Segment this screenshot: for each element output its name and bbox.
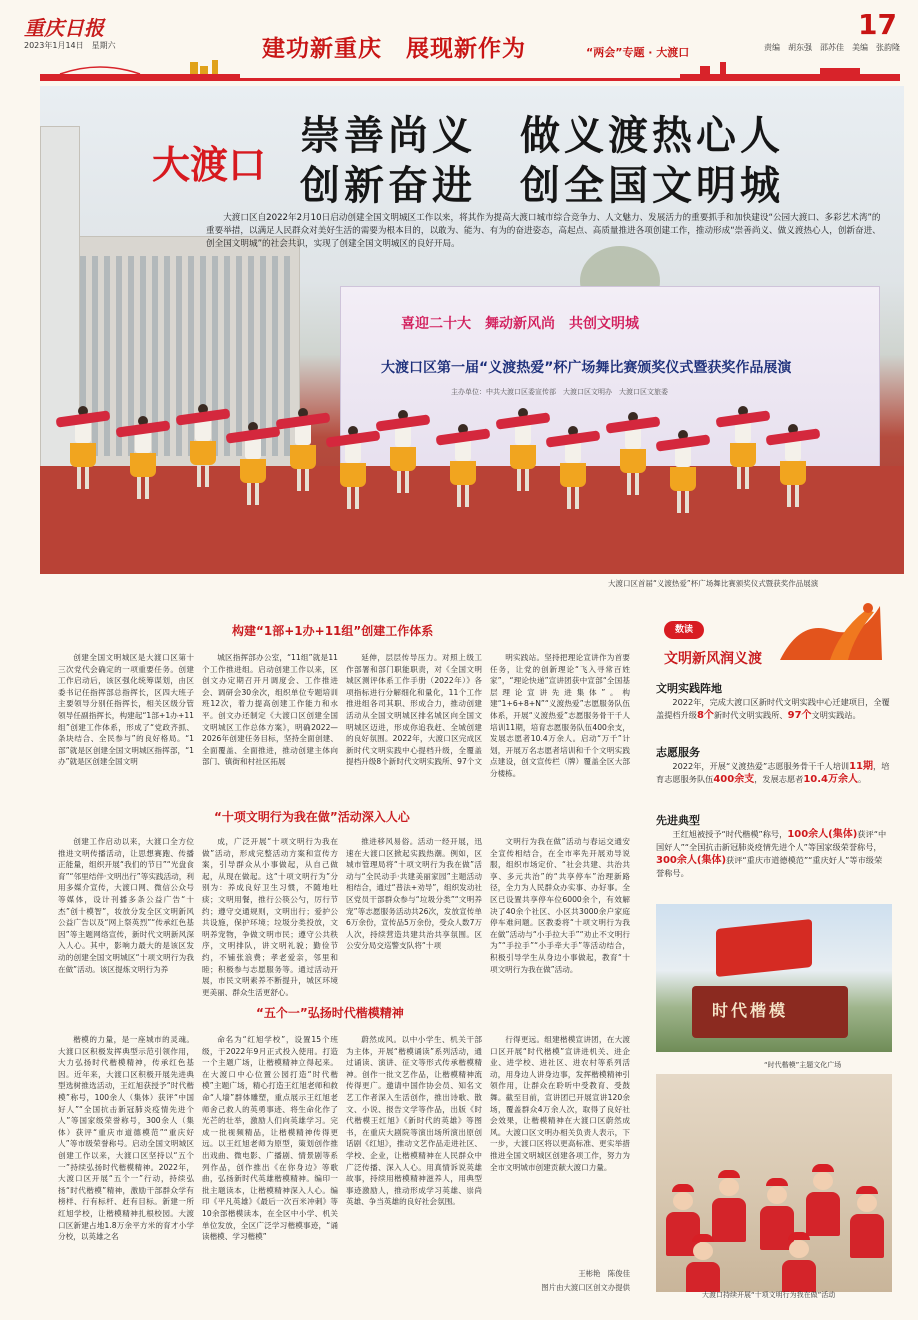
stat-models-text	[656, 828, 890, 880]
students-caption: 大渡口持续开展“十项文明行为我在做”活动	[702, 1291, 836, 1299]
stat-number: 97个	[787, 710, 812, 721]
dancer	[130, 416, 156, 499]
stat-heading-practice: 文明实践阵地	[656, 682, 722, 695]
stat-number: 11期	[849, 761, 874, 772]
section3-col2	[202, 1034, 338, 1243]
editor-credits: 责编 胡东强 邵苏佳 美编 张韵隆	[764, 43, 900, 52]
section3-title: “五个一”弘扬时代楷模精神	[256, 1006, 404, 1020]
section2-col1	[58, 836, 194, 975]
author-credit: 王彬艳 陈俊佳	[578, 1269, 630, 1278]
dancer	[340, 426, 366, 509]
monument-caption: “时代楷模”主题文化广场	[764, 1061, 842, 1069]
sidebar-badge: 数读	[664, 621, 704, 639]
hero-photo-caption: 大渡口区首届“义渡热爱”杯广场舞比赛颁奖仪式暨获奖作品展演	[608, 579, 819, 588]
paragraph: 楷模的力量，是一座城市的灵魂。大渡口区积极发挥典型示范引领作用，大力弘扬时代楷模精神，传承红色基因。近年来，大渡口区积极开展先进典型选树推选活动，王红旭获授予“时代楷模”称号，100余人（集体）获评“中国好人”“全国抗击新冠肺炎疫情先进个人”等国家级荣誉称号，300余人（集体）获评“重庆市道德模范”“重庆好人”等市级荣誉称号。启动全国文明城区创建工作以来，大渡口区坚持以“五个一”持续弘扬时代楷模精神。2022年，大渡口区开展“五个一”行动，持续弘扬“时代楷模”精神，激励干部群众学有榜样、行有标杆、赶有目标。新建一所红旭学校，让楷模精神扎根校园。大渡口区新建占地1.8万余平方米的育才小学分校，以英雄之名	[58, 1035, 194, 1242]
paragraph: 城区指挥部办公室，“11组”就是11个工作推进组。启动创建工作以来，区创文办定期召开月调度会、工作推进会、调研会30余次，组织单位专题培训班12次，着力提高创建工作能力和水平。创文办还制定《大渡口区创建全国文明城区工作总体方案》，明确2022—2026年创建任务目标，坚持全面创建、全面覆盖、全面推进，推动创建主体向部门、镇街和村社区拓展	[202, 653, 338, 767]
stat-number: 100余人(集体)	[787, 829, 858, 840]
text: 。	[858, 774, 867, 784]
student-figure	[712, 1170, 746, 1242]
dancer	[780, 424, 806, 507]
section3-col4	[490, 1034, 630, 1173]
paragraph: 文明行为我在做”活动与春运交通安全宣传相结合，在全市率先开展劝导说服，组织市场定价、“社会共建、共治共享、多元共治”的“共享停车”治理新路径，全力为人民群众办实事、办好事。全区已设置共享停车位6000余个，有效解决了40余个社区、小区共3000余户家庭停车难问题。区教委将“十项文明行为我在做”活动与“小手拉大手”“劝止不文明行为”“手拉手”“小手牵大手”等活动结合，积极引导学生从身边小事做起，教育“十项文明行为我在做”活动。	[490, 837, 630, 974]
paragraph: 行得更远。组建楷模宣讲团，在大渡口区开展“时代楷模”宣讲进机关、进企业、进学校、进社区、进农村等系列活动，用身边人讲身边事，发挥楷模精神引领作用，让群众在聆听中受教育、受鼓舞。截至目前，宣讲团已开展宣讲120余场，覆盖群众4万余人次，取得了良好社会效果，让楷模精神在大渡口区蔚然成风。大渡口区文明办相关负责人表示，下一步，大渡口区将以更高标准、更实举措推进全国文明城区创建各项工作，努力为全市文明城市创建贡献大渡口力量。	[490, 1035, 630, 1172]
student-figure	[850, 1186, 884, 1258]
dancer	[240, 422, 266, 505]
text: 新时代文明实践所、	[713, 710, 788, 720]
section2-col4	[490, 836, 630, 975]
dancer	[670, 430, 696, 513]
dancer	[560, 426, 586, 509]
paragraph: 命名为“红旭学校”，设置15个班级，于2022年9月正式投入使用。打造一个主题广场，让楷模精神立得起来。在大渡口中心位置公园打造“时代楷模”主题广场，精心打造王红旭老师和救命“人墙”群体雕塑，重点展示王红旭老师舍己救人的英勇事迹、将生命化作了光芒的壮举，激励人们向英雄学习。完成一批视频精品，让楷模精神传得更远。以王红旭老师为原型，策划创作推出戏曲、微电影、广播剧、情景剧等系列作品，创作推出《在你身边》等歌曲，弘扬新时代英雄楷模精神。编印一批主题读本，让楷模精神深入人心。编印《平凡英雄》《最后一次百米冲刺》等10余部楷模读本，在全区中小学、机关单位发放，全区广泛学习楷模事迹，“诵读楷模、学习楷模”	[202, 1035, 338, 1242]
dancer	[510, 408, 536, 491]
monument-photo	[656, 904, 892, 1052]
student-figure	[782, 1232, 816, 1292]
section1-col2	[202, 652, 338, 768]
paragraph: 创建全国文明城区是大渡口区第十三次党代会确定的一项重要任务。创建工作启动后，该区强化统筹谋划，由区委书记任指挥部总指挥长，区四大班子主要领导分别任指挥长，相关区级分管领导任副指挥长，构建起“1部+1办+11组”创建工作体系，形成了“党政齐抓、条块结合、全民参与”的良好格局。“1部”就是区创建全国文明城区指挥部，“1办”就是区创建全国文明	[58, 653, 194, 767]
paragraph: 蔚然成风。以中小学生、机关干部为主体，开展“楷模诵读”系列活动，通过诵读、演讲、征文等形式传承楷模精神。创作一批文艺作品，让楷模精神流传得更广。邀请中国作协会员、知名文艺工作者深入生活创作，推出诗歌、散文、小说、报告文学等作品，出版《时代楷模王红旭》《新时代的英雄》等图书，在重庆大剧院等演出场所演出原创话剧《红旭》，推动文艺作品走进社区、学校、企业，让楷模精神在人民群众中广泛传播、深入人心。用真情诉说英雄故事，持续用楷模精神滋养人，用典型事迹激励人，推动形成学习英雄、崇尚英雄、争当英雄的良好社会氛围。	[346, 1035, 482, 1207]
stat-number: 400余支	[713, 774, 755, 785]
flag-sculpture	[716, 919, 812, 977]
text: ，发展志愿者	[754, 774, 804, 784]
flag-bearer-icon	[770, 600, 890, 662]
dancer	[290, 408, 316, 491]
text: 2022年，开展“义渡热爱”志愿服务骨干千人培训	[672, 761, 850, 771]
skyline-graphic-right	[680, 60, 900, 78]
backdrop-title: 大渡口区第一届“义渡热爱”杯广场舞比赛颁奖仪式暨获奖作品展演	[381, 360, 792, 376]
backdrop-slogan: 喜迎二十大 舞动新风尚 共创文明城	[401, 316, 639, 332]
paragraph: 创建工作启动以来，大渡口全方位推进文明传播活动，让思想赛跑、传播正能量，组织开展“我们的节日”“光盘食育”“邻里结伴·文明出行”等实践活动，利用多媒介宣传，大渡口网、微信公众号等媒体，设计刊播多条公益广告“十杰”创十模智”，妆放分发全区文明新风公益广告以及“网上祭英烈”“传承红色基因”等主题网络宣传，新时代文明新风深入人心。其中，影响力最大的是该区发动的创建全国文明城区“十项文明行为我在做”活动。该区提炼文明行为养	[58, 837, 194, 974]
skyline-graphic	[40, 60, 240, 78]
stat-number: 10.4万余人	[803, 774, 859, 785]
section1-col4	[490, 652, 630, 780]
student-figure	[806, 1164, 840, 1236]
stat-heading-volunteer: 志愿服务	[656, 746, 700, 759]
masthead-logo: 重庆日报	[24, 16, 104, 40]
section1-title: 构建“1部+1办+11组”创建工作体系	[232, 624, 434, 638]
text: 获评“重庆市道德模范”“重庆好人”等市级荣誉称号。	[656, 855, 883, 878]
dancer	[450, 424, 476, 507]
students-photo	[656, 1074, 892, 1292]
section1-col1	[58, 652, 194, 768]
section3-col3	[346, 1034, 482, 1208]
paragraph: 成，广泛开展“十项文明行为我在做”活动，形成完整活动方案和宣传方案，引导群众从小事做起，从自己做起，从现在做起。这“十项文明行为”分别为：养成良好卫生习惯，不随地吐痰；文明用餐，推行公筷公勺，厉行节约；遵守交通规则，文明出行；爱护公共设施，保护环境；垃圾分类投放，文明养宠物，争做文明市民；遵守公共秩序，文明排队，讲文明礼貌；勤俭节约，不铺张浪费；孝老爱亲，邻里和睦；积极参与志愿服务等。通过活动开展，市民文明素养不断提升，城区环境更美丽、群众生活更舒心。	[202, 837, 338, 997]
sidebar-title: 文明新风润义渡	[664, 651, 762, 667]
dancer	[390, 410, 416, 493]
monument-inscription: 时代楷模	[712, 1001, 789, 1020]
district-tag: 大渡口	[152, 143, 267, 187]
stat-practice-text	[656, 696, 890, 722]
section2-title: “十项文明行为我在做”活动深入人心	[214, 810, 410, 824]
header-divider	[40, 78, 900, 81]
stat-number: 8个	[696, 710, 714, 721]
stat-volunteer-text	[656, 760, 890, 786]
stat-heading-models: 先进典型	[656, 814, 700, 827]
lead-paragraph: 大渡口区自2022年2月10日启动创建全国文明城区工作以来，将其作为提高大渡口城市综合竞争力、人文魅力、发展活力的重要抓手和加快建设“公园大渡口、多彩艺术湾”的重要举措，以满足人民群众对美好生活的需要为根本目的，以敢为、能为、有为的奋进姿态，高起点、高质量推进各项创建工作，推动形成“崇善尚义、做义渡热心人，创新奋进、创全国文明城”的社会共识，实现了创建全国文明城区的良好开局。	[206, 213, 881, 249]
student-figure	[686, 1234, 720, 1292]
headline-line1: 崇善尚义 做义渡热心人	[300, 113, 784, 159]
banner-title: 建功新重庆 展现新作为	[262, 36, 526, 62]
paragraph: 明实践站。坚持把理论宣讲作为首要任务，让党的创新理论“飞入寻常百姓家”，“理论快递”宣讲团获中宣部“全国基层理论宣讲先进集体”。构建“1+6+8+N”“义渡热爱”志愿服务队伍体系，开展“义渡热爱”志愿服务骨干千人培训11期，培育志愿服务队伍400余支，发展志愿者10.4万余人。启动“万千”计划，开展万名志愿者培训和千个文明实践点建设，创文宣传栏（牌）覆盖全区大部分楼栋。	[490, 653, 630, 778]
paragraph: 延伸，层层传导压力。对照上级工作部署和部门职能职责，对《全国文明城区测评体系工作手册（2022年）》各项指标进行分解细化和量化，11个工作推进组各司其职、形成合力，推动创建活动从全国文明城区排名城区向全国文明城区迈进，形成你追我赶、全城创建的良好氛围。2022年，大渡口区完成区新时代文明实践中心提档升级，全覆盖提档升级8个新时代文明实践所、97个文	[346, 653, 482, 767]
issue-date: 2023年1月14日 星期六	[24, 41, 116, 50]
dancer	[190, 404, 216, 487]
text: 获评“中国好人”“全国抗击新冠肺炎疫情先进个人”等国家级荣誉称号，	[656, 829, 887, 852]
dancer	[70, 406, 96, 489]
paragraph: 推进移风易俗。活动一经开展，迅速在大渡口区掀起实践热潮。例如，区城市管理局将“十项文明行为我在做”活动与“全民动手·共建美丽家园”主题活动相结合，通过“普法+劝导”，组织发动社区党员干部群众参与“垃圾分类”“文明养宠”等志愿服务活动共26次，发放宣传单6万余份，宣传品5万余份，受众人数7万人次，持续营造共建共治共享氛围。区公安分局交巡警支队将“十项	[346, 837, 482, 951]
banner-subtitle: “两会”专题 · 大渡口	[586, 46, 690, 59]
text: 2022年，完成大渡口区新时代文明实践中心迁建项目，全覆盖提档升级	[656, 697, 890, 720]
backdrop-organizers: 主办单位：中共大渡口区委宣传部 大渡口区文明办 大渡口区文旅委	[451, 388, 668, 396]
text: 文明实践站。	[811, 710, 861, 720]
page-number: 17	[858, 8, 897, 41]
section3-col1	[58, 1034, 194, 1243]
text: 王红旭被授予“时代楷模”称号，	[672, 829, 788, 839]
headline-line2: 创新奋进 创全国文明城	[300, 163, 784, 209]
stat-number: 300余人(集体)	[656, 855, 727, 866]
dancer	[730, 406, 756, 489]
section2-col2	[202, 836, 338, 998]
section1-col3	[346, 652, 482, 768]
section2-col3	[346, 836, 482, 952]
photo-credit: 图片由大渡口区创文办提供	[541, 1283, 630, 1292]
dancer	[620, 412, 646, 495]
text: ，培育志愿服务队伍	[656, 761, 890, 784]
